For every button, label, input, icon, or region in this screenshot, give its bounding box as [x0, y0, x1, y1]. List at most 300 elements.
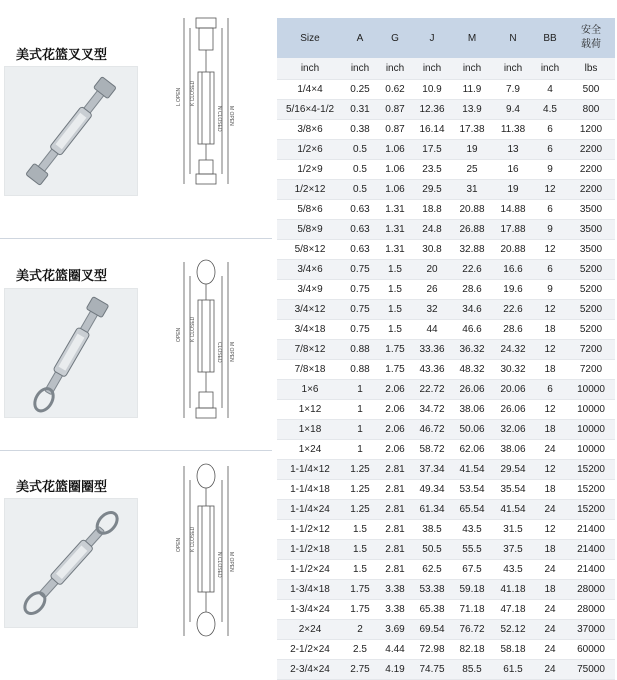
cell-size: 1/4×4: [277, 80, 343, 100]
cell-size: 7/8×12: [277, 340, 343, 360]
cell-a: 0.63: [343, 240, 377, 260]
table-row: [277, 80, 615, 100]
table-row: [277, 200, 615, 220]
cell-bb: 12: [533, 520, 567, 540]
cell-a: 0.75: [343, 320, 377, 340]
table-row: [277, 180, 615, 200]
cell-g: 1.5: [377, 320, 413, 340]
product-photo-eye-eye: [4, 498, 138, 628]
cell-j: 50.5: [413, 540, 451, 560]
cell-g: 3.38: [377, 600, 413, 620]
cell-size: 2-1/2×24: [277, 640, 343, 660]
cell-size: 1-1/4×18: [277, 480, 343, 500]
cell-size: 2-3/4×24: [277, 660, 343, 680]
cell-m: 25: [451, 160, 493, 180]
cell-j: 17.5: [413, 140, 451, 160]
cell-g: 0.87: [377, 100, 413, 120]
cell-a: 1.25: [343, 460, 377, 480]
cell-n: 37.5: [493, 540, 533, 560]
cell-safe-load: 75000: [567, 660, 615, 680]
cell-j: 22.72: [413, 380, 451, 400]
table-row: [277, 420, 615, 440]
product-photo-eye-jaw: [4, 288, 138, 418]
cell-j: 46.72: [413, 420, 451, 440]
cell-j: 38.5: [413, 520, 451, 540]
cell-n: 41.18: [493, 580, 533, 600]
cell-safe-load: 800: [567, 100, 615, 120]
cell-a: 2.5: [343, 640, 377, 660]
unit-cell: inch: [533, 58, 567, 80]
cell-m: 59.18: [451, 580, 493, 600]
cell-safe-load: 2200: [567, 180, 615, 200]
cell-m: 26.88: [451, 220, 493, 240]
cell-size: 1/2×6: [277, 140, 343, 160]
cell-j: 29.5: [413, 180, 451, 200]
cell-j: 62.5: [413, 560, 451, 580]
cell-bb: 6: [533, 200, 567, 220]
cell-n: 61.5: [493, 660, 533, 680]
cell-n: 17.88: [493, 220, 533, 240]
cell-j: 10.9: [413, 80, 451, 100]
cell-j: 44: [413, 320, 451, 340]
cell-safe-load: 3500: [567, 240, 615, 260]
cell-m: 38.06: [451, 400, 493, 420]
cell-n: 14.88: [493, 200, 533, 220]
cell-j: 24.8: [413, 220, 451, 240]
cell-g: 2.06: [377, 420, 413, 440]
cell-a: 0.5: [343, 140, 377, 160]
cell-j: 18.8: [413, 200, 451, 220]
cell-m: 28.6: [451, 280, 493, 300]
table-row: [277, 400, 615, 420]
cell-bb: 18: [533, 480, 567, 500]
cell-bb: 12: [533, 460, 567, 480]
cell-size: 3/4×18: [277, 320, 343, 340]
cell-j: 23.5: [413, 160, 451, 180]
table-row: [277, 340, 615, 360]
cell-m: 19: [451, 140, 493, 160]
cell-j: 69.54: [413, 620, 451, 640]
cell-bb: 4: [533, 80, 567, 100]
cell-n: 22.6: [493, 300, 533, 320]
cell-m: 50.06: [451, 420, 493, 440]
cell-n: 16.6: [493, 260, 533, 280]
cell-j: 34.72: [413, 400, 451, 420]
cell-g: 1.75: [377, 360, 413, 380]
cell-bb: 9: [533, 160, 567, 180]
cell-safe-load: 3500: [567, 200, 615, 220]
cell-a: 0.5: [343, 160, 377, 180]
cell-size: 1-1/2×12: [277, 520, 343, 540]
cell-m: 22.6: [451, 260, 493, 280]
drawing-label-n-closed: N CLOSED: [216, 552, 222, 578]
cell-g: 1.31: [377, 240, 413, 260]
table-row: [277, 580, 615, 600]
drawing-label-open: OPEN: [176, 537, 182, 552]
table-row: [277, 440, 615, 460]
cell-size: 1/2×12: [277, 180, 343, 200]
cell-n: 29.54: [493, 460, 533, 480]
table-row: [277, 640, 615, 660]
cell-j: 30.8: [413, 240, 451, 260]
cell-size: 3/4×9: [277, 280, 343, 300]
cell-bb: 9: [533, 280, 567, 300]
drawing-eye-eye: [160, 462, 256, 645]
cell-bb: 18: [533, 580, 567, 600]
cell-bb: 24: [533, 640, 567, 660]
cell-n: 52.12: [493, 620, 533, 640]
cell-n: 9.4: [493, 100, 533, 120]
cell-m: 43.5: [451, 520, 493, 540]
cell-a: 0.75: [343, 280, 377, 300]
cell-bb: 6: [533, 120, 567, 140]
cell-safe-load: 10000: [567, 440, 615, 460]
cell-a: 1.5: [343, 540, 377, 560]
cell-a: 1.75: [343, 580, 377, 600]
column-header-a: A: [343, 18, 377, 58]
drawing-label-closed: K CLOSED: [190, 316, 196, 342]
cell-n: 24.32: [493, 340, 533, 360]
table-row: [277, 260, 615, 280]
product-photo-jaw-jaw: [4, 66, 138, 196]
table-row: [277, 220, 615, 240]
cell-g: 1.5: [377, 280, 413, 300]
cell-safe-load: 2200: [567, 140, 615, 160]
cell-bb: 4.5: [533, 100, 567, 120]
cell-safe-load: 5200: [567, 260, 615, 280]
product-title-eye-jaw: 美式花篮圈叉型: [16, 269, 108, 284]
table-row: [277, 620, 615, 640]
cell-safe-load: 28000: [567, 600, 615, 620]
safe-load-label: 安全载荷: [581, 25, 601, 50]
cell-safe-load: 5200: [567, 320, 615, 340]
cell-m: 85.5: [451, 660, 493, 680]
cell-g: 1.06: [377, 180, 413, 200]
table-row: [277, 600, 615, 620]
cell-safe-load: 5200: [567, 300, 615, 320]
drawing-label-m-open: M OPEN: [228, 106, 234, 126]
cell-m: 26.06: [451, 380, 493, 400]
cell-size: 1×6: [277, 380, 343, 400]
cell-size: 3/4×12: [277, 300, 343, 320]
cell-safe-load: 10000: [567, 420, 615, 440]
cell-bb: 18: [533, 540, 567, 560]
cell-n: 32.06: [493, 420, 533, 440]
cell-g: 2.81: [377, 460, 413, 480]
cell-size: 2×24: [277, 620, 343, 640]
drawing-jaw-jaw: [160, 14, 256, 195]
cell-j: 37.34: [413, 460, 451, 480]
cell-size: 1-1/4×24: [277, 500, 343, 520]
cell-m: 82.18: [451, 640, 493, 660]
cell-a: 0.38: [343, 120, 377, 140]
cell-size: 1-1/2×18: [277, 540, 343, 560]
drawing-label-m-open: M OPEN: [228, 552, 234, 572]
table-header-row: [277, 18, 615, 58]
cell-bb: 6: [533, 140, 567, 160]
cell-m: 62.06: [451, 440, 493, 460]
drawing-label-n-closed: CLOSED: [216, 342, 222, 363]
cell-bb: 12: [533, 400, 567, 420]
table-row: [277, 660, 615, 680]
cell-m: 11.9: [451, 80, 493, 100]
cell-n: 30.32: [493, 360, 533, 380]
cell-bb: 18: [533, 320, 567, 340]
column-header-bb: BB: [533, 18, 567, 58]
table-row: [277, 500, 615, 520]
cell-g: 2.81: [377, 520, 413, 540]
cell-n: 13: [493, 140, 533, 160]
column-header-n: N: [493, 18, 533, 58]
cell-g: 2.81: [377, 500, 413, 520]
cell-safe-load: 5200: [567, 280, 615, 300]
cell-size: 1×12: [277, 400, 343, 420]
cell-g: 3.38: [377, 580, 413, 600]
cell-m: 71.18: [451, 600, 493, 620]
cell-g: 0.62: [377, 80, 413, 100]
cell-safe-load: 60000: [567, 640, 615, 660]
cell-m: 67.5: [451, 560, 493, 580]
cell-j: 20: [413, 260, 451, 280]
table-row: [277, 520, 615, 540]
cell-bb: 18: [533, 420, 567, 440]
drawing-label-m-open: M OPEN: [228, 342, 234, 362]
drawing-label-n-closed: N CLOSED: [216, 106, 222, 132]
cell-a: 0.88: [343, 360, 377, 380]
cell-g: 2.81: [377, 540, 413, 560]
cell-n: 35.54: [493, 480, 533, 500]
cell-safe-load: 10000: [567, 380, 615, 400]
cell-g: 2.06: [377, 400, 413, 420]
cell-bb: 18: [533, 360, 567, 380]
cell-safe-load: 7200: [567, 360, 615, 380]
cell-size: 1×18: [277, 420, 343, 440]
cell-n: 31.5: [493, 520, 533, 540]
cell-a: 0.75: [343, 300, 377, 320]
cell-m: 48.32: [451, 360, 493, 380]
cell-m: 53.54: [451, 480, 493, 500]
cell-j: 58.72: [413, 440, 451, 460]
cell-size: 3/4×6: [277, 260, 343, 280]
cell-j: 33.36: [413, 340, 451, 360]
cell-a: 2.75: [343, 660, 377, 680]
cell-safe-load: 28000: [567, 580, 615, 600]
cell-m: 36.32: [451, 340, 493, 360]
table-row: [277, 560, 615, 580]
cell-n: 11.38: [493, 120, 533, 140]
cell-a: 1.25: [343, 500, 377, 520]
cell-size: 5/8×6: [277, 200, 343, 220]
drawing-label-closed: K CLOSED: [190, 526, 196, 552]
cell-g: 4.44: [377, 640, 413, 660]
table-row: [277, 320, 615, 340]
cell-safe-load: 15200: [567, 460, 615, 480]
cell-safe-load: 10000: [567, 400, 615, 420]
cell-size: 1/2×9: [277, 160, 343, 180]
cell-a: 1: [343, 400, 377, 420]
cell-g: 1.31: [377, 200, 413, 220]
drawing-eye-jaw: [160, 258, 256, 435]
cell-safe-load: 3500: [567, 220, 615, 240]
product-title-jaw-jaw: 美式花篮叉叉型: [16, 48, 108, 63]
cell-bb: 12: [533, 180, 567, 200]
column-header-size: Size: [277, 18, 343, 58]
cell-safe-load: 21400: [567, 540, 615, 560]
cell-g: 1.5: [377, 300, 413, 320]
table-row: [277, 100, 615, 120]
cell-g: 2.06: [377, 440, 413, 460]
unit-cell: inch: [413, 58, 451, 80]
cell-g: 1.5: [377, 260, 413, 280]
cell-bb: 6: [533, 380, 567, 400]
cell-n: 38.06: [493, 440, 533, 460]
table-row: [277, 240, 615, 260]
cell-j: 32: [413, 300, 451, 320]
cell-a: 0.25: [343, 80, 377, 100]
cell-safe-load: 1200: [567, 120, 615, 140]
cell-a: 1.5: [343, 560, 377, 580]
product-title-eye-eye: 美式花篮圈圈型: [16, 480, 108, 495]
cell-size: 1-1/2×24: [277, 560, 343, 580]
cell-a: 1.75: [343, 600, 377, 620]
cell-a: 0.5: [343, 180, 377, 200]
cell-j: 16.14: [413, 120, 451, 140]
cell-m: 31: [451, 180, 493, 200]
cell-bb: 24: [533, 500, 567, 520]
cell-n: 16: [493, 160, 533, 180]
cell-size: 1-3/4×18: [277, 580, 343, 600]
spec-table: [277, 18, 615, 680]
cell-size: 1-1/4×12: [277, 460, 343, 480]
units-row: [277, 58, 615, 80]
cell-m: 20.88: [451, 200, 493, 220]
table-row: [277, 280, 615, 300]
cell-m: 32.88: [451, 240, 493, 260]
unit-cell: inch: [493, 58, 533, 80]
cell-size: 5/8×12: [277, 240, 343, 260]
cell-bb: 12: [533, 340, 567, 360]
cell-m: 34.6: [451, 300, 493, 320]
cell-g: 2.81: [377, 560, 413, 580]
cell-m: 46.6: [451, 320, 493, 340]
cell-bb: 24: [533, 560, 567, 580]
cell-bb: 24: [533, 660, 567, 680]
cell-size: 1×24: [277, 440, 343, 460]
cell-j: 61.34: [413, 500, 451, 520]
column-header-g: G: [377, 18, 413, 58]
cell-j: 26: [413, 280, 451, 300]
cell-j: 72.98: [413, 640, 451, 660]
cell-safe-load: 21400: [567, 520, 615, 540]
cell-a: 0.63: [343, 220, 377, 240]
cell-safe-load: 37000: [567, 620, 615, 640]
unit-cell: lbs: [567, 58, 615, 80]
cell-m: 76.72: [451, 620, 493, 640]
cell-size: 5/16×4-1/2: [277, 100, 343, 120]
cell-m: 41.54: [451, 460, 493, 480]
drawing-label-open: L OPEN: [176, 87, 182, 106]
cell-j: 49.34: [413, 480, 451, 500]
cell-safe-load: 7200: [567, 340, 615, 360]
table-row: [277, 460, 615, 480]
cell-safe-load: 15200: [567, 480, 615, 500]
unit-cell: inch: [451, 58, 493, 80]
cell-size: 7/8×18: [277, 360, 343, 380]
table-row: [277, 300, 615, 320]
cell-bb: 24: [533, 620, 567, 640]
cell-n: 19.6: [493, 280, 533, 300]
cell-n: 47.18: [493, 600, 533, 620]
cell-size: 3/8×6: [277, 120, 343, 140]
drawing-label-closed: K CLOSED: [190, 80, 196, 106]
cell-bb: 12: [533, 240, 567, 260]
cell-n: 41.54: [493, 500, 533, 520]
unit-cell: inch: [377, 58, 413, 80]
cell-n: 26.06: [493, 400, 533, 420]
cell-n: 28.6: [493, 320, 533, 340]
cell-a: 2: [343, 620, 377, 640]
cell-g: 1.75: [377, 340, 413, 360]
cell-n: 7.9: [493, 80, 533, 100]
cell-j: 74.75: [413, 660, 451, 680]
table-row: [277, 480, 615, 500]
cell-bb: 6: [533, 260, 567, 280]
cell-n: 20.06: [493, 380, 533, 400]
unit-cell: inch: [343, 58, 377, 80]
cell-a: 0.88: [343, 340, 377, 360]
cell-m: 65.54: [451, 500, 493, 520]
cell-bb: 24: [533, 440, 567, 460]
cell-g: 0.87: [377, 120, 413, 140]
cell-m: 55.5: [451, 540, 493, 560]
table-row: [277, 140, 615, 160]
cell-g: 1.31: [377, 220, 413, 240]
cell-m: 13.9: [451, 100, 493, 120]
cell-g: 1.06: [377, 160, 413, 180]
cell-g: 2.81: [377, 480, 413, 500]
cell-safe-load: 15200: [567, 500, 615, 520]
table-row: [277, 380, 615, 400]
cell-g: 4.19: [377, 660, 413, 680]
cell-g: 1.06: [377, 140, 413, 160]
cell-j: 65.38: [413, 600, 451, 620]
table-row: [277, 120, 615, 140]
section-divider: [0, 238, 272, 239]
cell-size: 5/8×9: [277, 220, 343, 240]
cell-a: 1: [343, 440, 377, 460]
table-row: [277, 540, 615, 560]
cell-m: 17.38: [451, 120, 493, 140]
cell-bb: 9: [533, 220, 567, 240]
cell-bb: 12: [533, 300, 567, 320]
cell-n: 58.18: [493, 640, 533, 660]
cell-size: 1-3/4×24: [277, 600, 343, 620]
cell-a: 1: [343, 380, 377, 400]
cell-bb: 24: [533, 600, 567, 620]
cell-a: 0.63: [343, 200, 377, 220]
cell-n: 43.5: [493, 560, 533, 580]
cell-a: 0.75: [343, 260, 377, 280]
cell-n: 19: [493, 180, 533, 200]
cell-safe-load: 21400: [567, 560, 615, 580]
column-header-m: M: [451, 18, 493, 58]
table-row: [277, 160, 615, 180]
cell-a: 1: [343, 420, 377, 440]
unit-cell: inch: [277, 58, 343, 80]
column-header-j: J: [413, 18, 451, 58]
cell-a: 0.31: [343, 100, 377, 120]
cell-j: 43.36: [413, 360, 451, 380]
